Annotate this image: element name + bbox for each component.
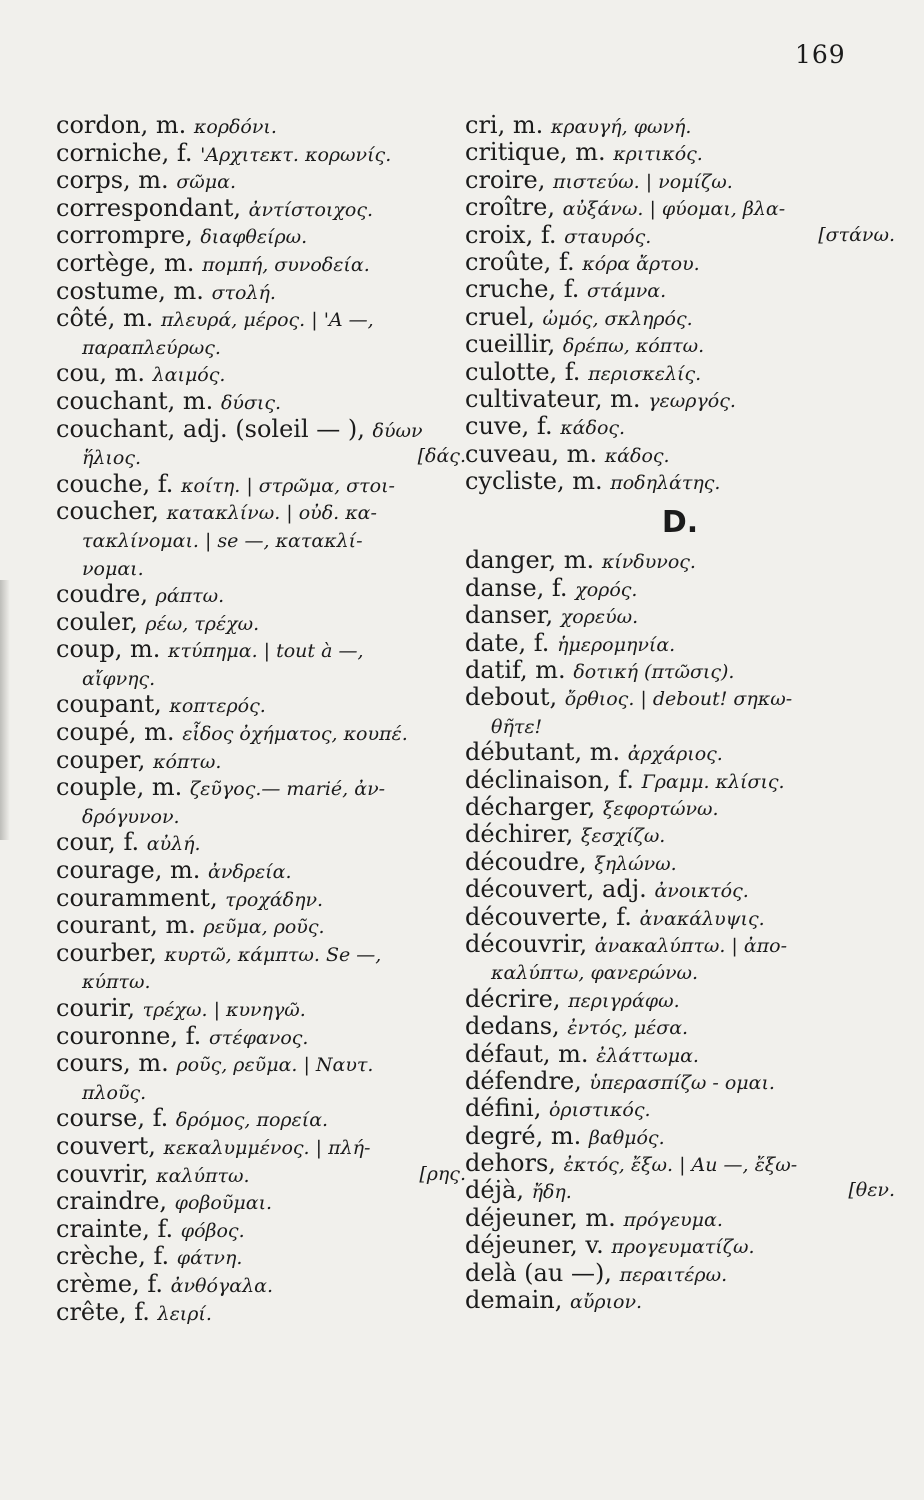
entry-wrapped-fragment: [ρης. <box>419 1162 466 1185</box>
dictionary-entry <box>56 774 466 802</box>
dictionary-entry <box>56 1216 466 1244</box>
entry-greek-translation: ρέω, τρέχω. <box>145 612 260 635</box>
entry-greek-translation: ξηλώνω. <box>594 852 677 875</box>
entry-greek-translation: κτύπημα. | tout à —, <box>168 640 364 663</box>
dictionary-entry <box>56 857 466 885</box>
right-column <box>465 112 895 1314</box>
entry-greek-translation: πλευρά, μέρος. | 'A —, <box>161 309 374 332</box>
entry-headword: cri, m. <box>465 111 544 139</box>
dictionary-entry <box>465 386 895 413</box>
dictionary-entry <box>56 195 466 223</box>
entry-greek-translation: δρόγυνον. <box>82 805 180 828</box>
entry-greek-translation: γεωργός. <box>648 389 736 412</box>
entry-headword: déjeuner, m. <box>465 1203 616 1232</box>
entry-headword: courage, m. <box>56 856 201 885</box>
entry-headword: déchirer, <box>465 820 574 849</box>
entry-headword: culotte, f. <box>465 357 581 386</box>
dictionary-entry <box>56 388 466 416</box>
dictionary-entry <box>465 222 895 249</box>
entry-greek-translation: ποδηλάτης. <box>610 472 721 495</box>
entry-headword: coudre, <box>56 580 149 609</box>
entry-headword: coupé, m. <box>56 718 175 747</box>
entry-greek-translation: στάμνα. <box>587 280 667 303</box>
entry-headword: corniche, f. <box>56 138 193 167</box>
entry-headword: crête, f. <box>56 1297 150 1326</box>
entry-headword: costume, m. <box>56 276 204 305</box>
entry-greek-translation: φάτνη. <box>176 1247 243 1270</box>
entry-headword: course, f. <box>56 1104 169 1133</box>
entry-headword: cuve, f. <box>465 412 553 441</box>
entry-headword: degré, m. <box>465 1121 582 1150</box>
entry-headword: débutant, m. <box>465 738 621 767</box>
entry-greek-translation: δύων <box>372 419 423 442</box>
entry-wrapped-fragment: [στάνω. <box>818 223 895 246</box>
entry-greek-translation: βαθμός. <box>588 1126 665 1149</box>
dictionary-entry <box>465 739 895 766</box>
entry-headword: crèche, f. <box>56 1242 170 1271</box>
dictionary-entry <box>465 139 895 166</box>
entry-headword: défendre, <box>465 1066 582 1095</box>
entry-headword: décharger, <box>465 792 596 821</box>
entry-greek-translation: ξεφορτώνω. <box>602 797 719 820</box>
dictionary-entry <box>56 360 466 388</box>
dictionary-entry-continuation <box>56 664 466 692</box>
dictionary-entry <box>56 912 466 940</box>
dictionary-entry <box>465 1260 895 1287</box>
dictionary-entry <box>465 359 895 386</box>
entry-greek-translation: κορδόνι. <box>193 116 277 138</box>
entry-greek-translation: κόρα ἄρτου. <box>582 252 700 275</box>
dictionary-entry <box>56 1271 466 1299</box>
entry-greek-translation: αὐλή. <box>146 833 201 856</box>
entry-headword: coupant, <box>56 690 162 719</box>
page-number: 169 <box>795 40 846 69</box>
dictionary-entry-continuation <box>56 1078 466 1106</box>
entry-headword: couvert, <box>56 1131 156 1160</box>
dictionary-entry-continuation <box>56 802 466 830</box>
entry-greek-translation: 'Αρχιτεκτ. κορωνίς. <box>200 143 392 166</box>
entry-headword: courant, m. <box>56 911 196 940</box>
dictionary-entry <box>465 1232 895 1259</box>
dictionary-entry <box>465 986 895 1013</box>
entry-greek-translation: περισκελίς. <box>588 362 702 385</box>
entry-headword: découverte, f. <box>465 902 632 931</box>
entry-greek-translation: ἐλάττωμα. <box>596 1044 699 1067</box>
entry-headword: date, f. <box>465 628 550 657</box>
entry-headword: croire, <box>465 165 546 194</box>
entry-headword: cou, m. <box>56 359 145 388</box>
entry-greek-translation: ἀνδρεία. <box>207 861 292 884</box>
entry-headword: couchant, m. <box>56 386 214 415</box>
dictionary-entry <box>465 602 895 629</box>
dictionary-entry <box>465 1287 895 1314</box>
entry-headword: cours, m. <box>56 1049 169 1078</box>
entry-headword: couvrir, <box>56 1159 149 1188</box>
entry-greek-translation: δοτική (πτῶσις). <box>573 661 735 684</box>
entry-headword: cortège, m. <box>56 248 195 277</box>
entry-headword: cruche, f. <box>465 275 580 304</box>
entry-greek-translation: δρέπω, κόπτω. <box>562 335 705 358</box>
entry-greek-translation: θῆτε! <box>491 715 543 738</box>
dictionary-entry <box>56 995 466 1023</box>
entry-greek-translation: αἴφνης. <box>82 667 156 690</box>
dictionary-entry <box>465 684 895 711</box>
page-spine-shadow <box>0 580 10 840</box>
entry-greek-translation: φοβοῦμαι. <box>174 1192 273 1215</box>
entry-headword: défini, <box>465 1094 542 1123</box>
entry-greek-translation: πλοῦς. <box>82 1081 147 1104</box>
entry-greek-translation: πρόγευμα. <box>623 1208 723 1231</box>
entry-greek-translation: κύπτω. <box>82 971 151 994</box>
dictionary-entry <box>56 1133 466 1161</box>
right-column-d-entries <box>465 547 895 1314</box>
entry-greek-translation: κίνδυνος. <box>601 551 696 574</box>
dictionary-entry <box>465 1041 895 1068</box>
dictionary-entry <box>465 876 895 903</box>
entry-headword: défaut, m. <box>465 1039 589 1068</box>
entry-headword: delà (au —), <box>465 1258 612 1287</box>
entry-greek-translation: στολή. <box>211 281 276 304</box>
entry-headword: couchant, adj. (soleil — ), <box>56 414 365 443</box>
entry-headword: danger, m. <box>465 546 595 575</box>
entry-headword: demain, <box>465 1286 563 1315</box>
section-letter-heading: D. <box>661 505 699 541</box>
dictionary-entry <box>56 609 466 637</box>
entry-greek-translation: σταυρός. <box>564 225 652 248</box>
entry-greek-translation: ἀνακάλυψις. <box>639 907 765 930</box>
dictionary-entry <box>56 278 466 306</box>
dictionary-entry <box>56 581 466 609</box>
entry-greek-translation: εἶδος ὀχήματος, κουπέ. <box>182 723 408 746</box>
entry-headword: cueillir, <box>465 330 556 359</box>
entry-greek-translation: καλύπτω, φανερώνω. <box>491 962 699 985</box>
dictionary-entry <box>465 767 895 794</box>
entry-greek-translation: ξεσχίζω. <box>580 825 666 848</box>
entry-greek-translation: λαιμός. <box>152 364 226 387</box>
entry-headword: côté, m. <box>56 304 154 333</box>
entry-headword: debout, <box>465 683 558 712</box>
entry-greek-translation: κόπτω. <box>153 750 222 773</box>
entry-greek-translation: κριτικός. <box>613 143 703 166</box>
entry-headword: déclinaison, f. <box>465 765 634 794</box>
dictionary-entry-continuation <box>56 526 466 554</box>
entry-headword: courir, <box>56 994 135 1022</box>
entry-headword: corps, m. <box>56 166 169 195</box>
dictionary-entry <box>56 940 466 968</box>
dictionary-entry <box>56 719 466 747</box>
entry-greek-translation: κεκαλυμμένος. | πλή- <box>163 1136 371 1159</box>
dictionary-entry <box>465 657 895 684</box>
dictionary-entry <box>56 167 466 195</box>
entry-greek-translation: δύσις. <box>220 391 282 414</box>
entry-headword: crainte, f. <box>56 1214 174 1243</box>
entry-greek-translation: ράπτω. <box>155 585 225 608</box>
entry-greek-translation: ἀντίστοιχος. <box>248 198 374 221</box>
dictionary-entry <box>465 904 895 931</box>
dictionary-entry <box>465 849 895 876</box>
dictionary-entry <box>465 167 895 194</box>
entry-headword: déjà, <box>465 1176 524 1205</box>
dictionary-entry <box>56 1188 466 1216</box>
dictionary-entry <box>56 691 466 719</box>
dictionary-entry <box>56 636 466 664</box>
dictionary-entry <box>465 304 895 331</box>
dictionary-entry-continuation <box>56 443 466 471</box>
entry-greek-translation: ἀνθόγαλα. <box>170 1274 273 1297</box>
entry-headword: dehors, <box>465 1149 556 1178</box>
dictionary-entry <box>465 1177 895 1204</box>
entry-greek-translation: χορός. <box>575 578 638 601</box>
entry-headword: couche, f. <box>56 469 174 498</box>
entry-headword: cycliste, m. <box>465 467 603 496</box>
entry-headword: croître, <box>465 193 555 222</box>
dictionary-entry <box>465 112 895 139</box>
dictionary-entry <box>56 305 466 333</box>
entry-greek-translation: πιστεύω. | νομίζω. <box>552 170 733 193</box>
entry-greek-translation: ἀνακαλύπτω. | ἀπο- <box>594 934 788 957</box>
dictionary-entry <box>56 1050 466 1078</box>
entry-greek-translation: ζεῦγος.— marié, ἀν- <box>189 778 386 801</box>
dictionary-entry <box>465 1205 895 1232</box>
entry-headword: cruel, <box>465 302 535 331</box>
entry-headword: danse, f. <box>465 573 568 602</box>
dictionary-entry <box>465 468 895 495</box>
entry-greek-translation: ἡμερομηνία. <box>557 633 676 656</box>
entry-headword: couler, <box>56 607 138 636</box>
entry-greek-translation: ἐντός, μέσα. <box>567 1017 689 1040</box>
entry-headword: décrire, <box>465 984 561 1013</box>
dictionary-entry-continuation <box>56 333 466 361</box>
dictionary-entry <box>465 931 895 958</box>
entry-greek-translation: κοπτερός. <box>169 695 266 718</box>
entry-greek-translation: προγευματίζω. <box>611 1236 755 1259</box>
dictionary-entry-continuation <box>465 712 895 739</box>
dictionary-entry <box>465 276 895 303</box>
entry-greek-translation: σῶμα. <box>176 171 237 194</box>
dictionary-entry <box>465 547 895 574</box>
entry-headword: craindre, <box>56 1187 168 1216</box>
dictionary-entry <box>56 1299 466 1327</box>
entry-greek-translation: στέφανος. <box>208 1026 309 1049</box>
entry-greek-translation: Γραμμ. κλίσις. <box>641 770 785 793</box>
entry-headword: coucher, <box>56 497 159 526</box>
right-column-c-entries <box>465 112 895 495</box>
entry-greek-translation: αὐξάνω. | φύομαι, βλα- <box>562 198 786 221</box>
entry-greek-translation: ἀνοικτός. <box>654 880 749 903</box>
dictionary-entry-continuation <box>465 958 895 985</box>
dictionary-entry <box>56 498 466 526</box>
dictionary-entry-continuation <box>56 967 466 995</box>
dictionary-entry <box>56 222 466 250</box>
dictionary-entry <box>56 112 466 140</box>
entry-greek-translation: χορεύω. <box>560 606 639 629</box>
dictionary-entry <box>465 1123 895 1150</box>
dictionary-entry <box>465 630 895 657</box>
dictionary-entry <box>56 416 466 444</box>
entry-headword: cultivateur, m. <box>465 384 641 413</box>
dictionary-entry <box>56 140 466 168</box>
entry-greek-translation: περιγράφω. <box>568 989 680 1012</box>
dictionary-entry <box>465 821 895 848</box>
entry-greek-translation: ὑπερασπίζω - ομαι. <box>589 1071 775 1094</box>
dictionary-entry <box>56 1243 466 1271</box>
entry-headword: croix, f. <box>465 220 557 249</box>
entry-headword: cordon, m. <box>56 111 187 139</box>
entry-greek-translation: κοίτη. | στρῶμα, στοι- <box>181 474 395 497</box>
dictionary-entry <box>56 885 466 913</box>
entry-greek-translation: τρέχω. | κυνηγῶ. <box>142 999 306 1021</box>
entry-greek-translation: φόβος. <box>180 1219 245 1242</box>
entry-greek-translation: ὄρθιος. | debout! σηκω- <box>564 688 793 711</box>
entry-headword: datif, m. <box>465 656 566 685</box>
entry-greek-translation: ἀρχάριος. <box>627 743 723 766</box>
entry-greek-translation: καλύπτω. <box>156 1164 250 1187</box>
entry-greek-translation: κάδος. <box>604 444 670 467</box>
entry-headword: coup, m. <box>56 635 161 664</box>
entry-greek-translation: αὔριον. <box>570 1291 643 1314</box>
entry-greek-translation: ἐκτός, ἔξω. | Au —, ἔξω- <box>563 1154 798 1177</box>
entry-headword: corrompre, <box>56 221 193 250</box>
dictionary-entry <box>465 1150 895 1177</box>
entry-headword: découvert, adj. <box>465 875 647 904</box>
entry-greek-translation: δρόμος, πορεία. <box>175 1109 329 1132</box>
dictionary-entry <box>56 747 466 775</box>
entry-greek-translation: περαιτέρω. <box>619 1263 728 1286</box>
entry-greek-translation: ἥλιος. <box>82 447 141 470</box>
dictionary-entry <box>465 794 895 821</box>
entry-headword: déjeuner, v. <box>465 1231 604 1260</box>
entry-greek-translation: ὠμός, σκληρός. <box>542 307 693 330</box>
entry-headword: découdre, <box>465 847 587 876</box>
dictionary-entry <box>465 249 895 276</box>
entry-greek-translation: τροχάδην. <box>225 888 324 911</box>
dictionary-entry-continuation <box>56 554 466 582</box>
dictionary-entry <box>465 1013 895 1040</box>
dictionary-entry <box>465 1068 895 1095</box>
entry-greek-translation: παραπλεύρως. <box>82 336 221 359</box>
dictionary-entry <box>465 194 895 221</box>
entry-headword: critique, m. <box>465 138 606 167</box>
entry-wrapped-fragment: [δάς. <box>417 445 466 468</box>
dictionary-entry <box>56 1105 466 1133</box>
entry-greek-translation: πομπή, συνοδεία. <box>202 253 370 276</box>
entry-greek-translation: νομαι. <box>82 557 144 580</box>
entry-headword: couple, m. <box>56 773 183 802</box>
entry-headword: couramment, <box>56 883 218 912</box>
left-column <box>56 112 466 1326</box>
entry-greek-translation: κυρτῶ, κάμπτω. Se —, <box>164 943 382 966</box>
dictionary-entry <box>465 1095 895 1122</box>
entry-greek-translation: τακλίνομαι. | se —, κατακλί- <box>82 529 363 552</box>
entry-headword: courber, <box>56 938 157 967</box>
entry-headword: dedans, <box>465 1012 560 1041</box>
dictionary-entry <box>465 331 895 358</box>
entry-greek-translation: λειρί. <box>157 1302 212 1325</box>
dictionary-entry <box>56 829 466 857</box>
dictionary-entry <box>56 1161 466 1189</box>
dictionary-entry <box>465 575 895 602</box>
entry-greek-translation: ἤδη. <box>531 1181 572 1204</box>
dictionary-entry <box>465 413 895 440</box>
entry-greek-translation: κατακλίνω. | οὐδ. κα- <box>166 502 377 525</box>
dictionary-entry <box>56 250 466 278</box>
dictionary-entry <box>465 441 895 468</box>
entry-greek-translation: κραυγή, φωνή. <box>550 116 692 138</box>
entry-greek-translation: ροῦς, ρεῦμα. | Ναυτ. <box>176 1054 374 1077</box>
entry-headword: danser, <box>465 601 554 630</box>
entry-headword: découvrir, <box>465 929 588 958</box>
entry-headword: couper, <box>56 745 146 774</box>
entry-greek-translation: ὁριστικός. <box>548 1099 651 1122</box>
entry-greek-translation: διαφθείρω. <box>200 226 308 249</box>
entry-greek-translation: κάδος. <box>560 417 626 440</box>
dictionary-entry <box>56 1023 466 1051</box>
entry-headword: croûte, f. <box>465 247 575 276</box>
entry-greek-translation: ρεῦμα, ροῦς. <box>203 916 325 939</box>
dictionary-entry <box>56 471 466 499</box>
entry-wrapped-fragment: [θεν. <box>848 1179 895 1202</box>
entry-headword: cuveau, m. <box>465 439 598 468</box>
entry-headword: crème, f. <box>56 1269 163 1298</box>
entry-headword: couronne, f. <box>56 1021 202 1050</box>
entry-headword: correspondant, <box>56 193 242 222</box>
entry-headword: cour, f. <box>56 828 140 857</box>
